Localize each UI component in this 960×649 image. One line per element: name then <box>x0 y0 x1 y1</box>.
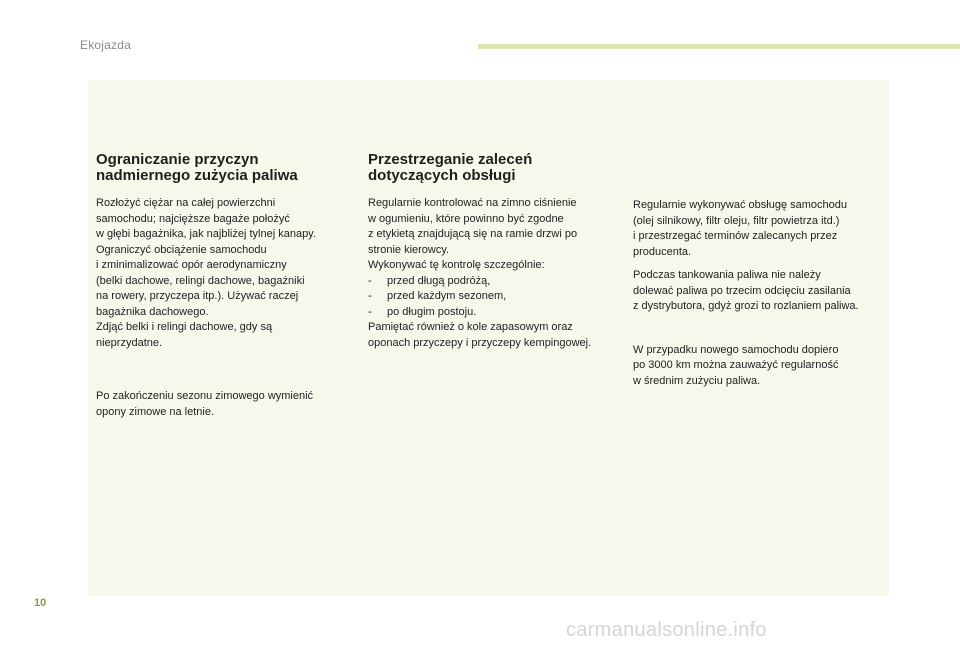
list-item: - po długim postoju. <box>368 305 477 318</box>
heading-maintenance: Przestrzeganie zaleceń dotyczących obsługi <box>368 151 533 184</box>
column-fuel-consumption <box>96 152 358 420</box>
paragraph-spare-wheel: Pamiętać również o kole zapasowym oraz oponach przyczepy i przyczepy kempingowej. <box>368 321 592 349</box>
paragraph-tyre-change: Po zakończeniu sezonu zimowego wymienić opony zimowe na letnie. <box>96 390 314 418</box>
header-accent-bar <box>478 44 960 49</box>
page-number: 10 <box>34 597 47 609</box>
watermark: carmanualsonline.info <box>566 619 767 641</box>
list-item: - przed długą podróżą, <box>368 274 491 287</box>
section-title: Ekojazda <box>80 38 131 52</box>
paragraph-servicing: Regularnie wykonywać obsługę samochodu (olej silnikowy, filtr oleju, filtr powietrza itd.) i przestrzegać terminów zalecanych przez producenta. <box>633 199 848 258</box>
paragraph-tyre-pressure: Regularnie kontrolować na zimno ciśnienie w ogumieniu, które powinno być zgodne z etykietą znajdującą się na ramie drzwi po stronie kierowcy. Wykonywać tę kontrolę szczególnie: <box>368 197 578 271</box>
column-servicing <box>633 198 883 389</box>
paragraph-new-vehicle: W przypadku nowego samochodu dopiero po 3000 km można zauważyć regularność w średnim zużyciu paliwa. <box>633 343 839 387</box>
paragraph-load-advice: Rozłożyć ciężar na całej powierzchni samochodu; najcięższe bagaże położyć w głębi bagażnika, jak najbliżej tylnej kanapy. Ograniczyć obciążenie samochodu i zminimalizować opór aerodynamiczny (belki dachowe, relingi dachowe, bagażniki na rowery, przyczepa itp.). Używać raczej bagażnika dachowego. Zdjąć belki i relingi dachowe, gdy są nieprzydatne. <box>96 197 316 349</box>
column-maintenance <box>368 152 618 351</box>
list-item: - przed każdym sezonem, <box>368 290 507 302</box>
content-panel <box>88 80 889 596</box>
paragraph-refuelling: Podczas tankowania paliwa nie należy dolewać paliwa po trzecim odcięciu zasilania z dystrybutora, gdyż grozi to rozlaniem paliwa. <box>633 269 859 312</box>
heading-fuel-consumption: Ograniczanie przyczyn nadmiernego zużycia paliwa <box>96 151 298 184</box>
